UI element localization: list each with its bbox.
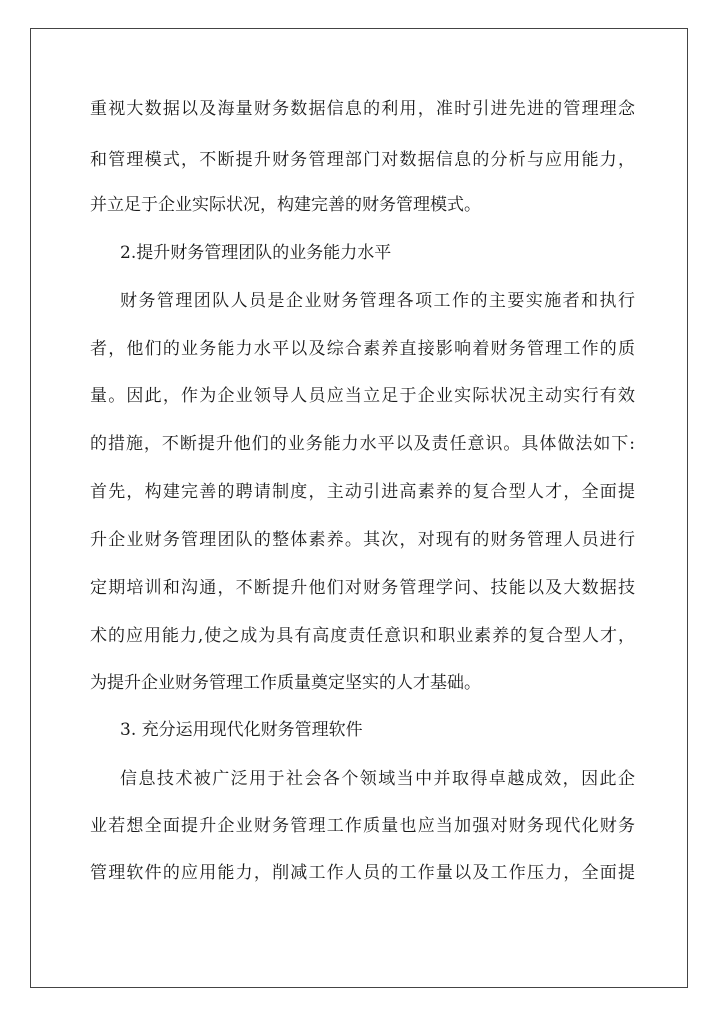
- section-heading: 2.提升财务管理团队的业务能力水平: [120, 243, 392, 263]
- paragraph-line: 管理软件的应用能力，削减工作人员的工作量以及工作压力，全面提: [90, 863, 635, 883]
- section-heading: 3. 充分运用现代化财务管理软件: [120, 720, 363, 740]
- paragraph-line: 业若想全面提升企业财务管理工作质量也应当加强对财务现代化财务: [90, 816, 635, 836]
- paragraph-line: 量。因此，作为企业领导人员应当立足于企业实际状况主动实行有效: [90, 386, 635, 406]
- paragraph-line: 定期培训和沟通，不断提升他们对财务管理学问、技能以及大数据技: [90, 578, 635, 598]
- paragraph-line: 升企业财务管理团队的整体素养。其次，对现有的财务管理人员进行: [90, 530, 635, 550]
- paragraph-line: 的措施，不断提升他们的业务能力水平以及责任意识。具体做法如下:: [90, 434, 635, 454]
- paragraph-line: 术的应用能力,使之成为具有高度责任意识和职业素养的复合型人才，: [90, 626, 635, 646]
- paragraph-line: 重视大数据以及海量财务数据信息的利用，准时引进先进的管理理念: [90, 99, 635, 119]
- paragraph-line: 者，他们的业务能力水平以及综合素养直接影响着财务管理工作的质: [90, 339, 635, 359]
- page-border: [30, 28, 688, 988]
- paragraph-line: 信息技术被广泛用于社会各个领域当中并取得卓越成效，因此企: [120, 769, 635, 789]
- paragraph-line: 首先，构建完善的聘请制度，主动引进高素养的复合型人才，全面提: [90, 482, 635, 502]
- paragraph-line: 和管理模式，不断提升财务管理部门对数据信息的分析与应用能力，: [90, 150, 635, 170]
- paragraph-line: 并立足于企业实际状况，构建完善的财务管理模式。: [90, 195, 481, 215]
- paragraph-line: 财务管理团队人员是企业财务管理各项工作的主要实施者和执行: [120, 291, 635, 311]
- paragraph-line: 为提升企业财务管理工作质量奠定坚实的人才基础。: [90, 673, 481, 693]
